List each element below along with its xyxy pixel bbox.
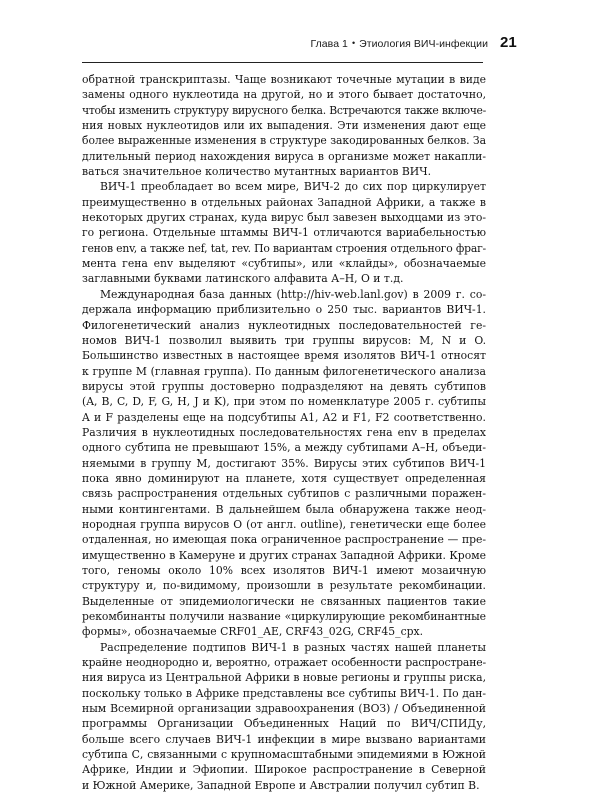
text-line: поскольку только в Африке представлены все субтипы ВИЧ-1. По дан- xyxy=(82,686,486,700)
text-line: Большинство известных в настоящее время изолятов ВИЧ-1 относят xyxy=(82,349,486,363)
text-line: Распределение подтипов ВИЧ-1 в разных частях нашей планеты xyxy=(100,640,486,654)
text-line: крайне неоднородно и, вероятно, отражает особенности распростране- xyxy=(82,656,486,670)
text-line: ными контингентами. В дальнейшем была обнаружена также неод- xyxy=(82,502,486,516)
text-line: заглавными буквами латинского алфавита А–Н, О и т.д. xyxy=(82,272,404,286)
chapter-label: Глава 1 xyxy=(310,38,348,50)
text-line: пока явно доминируют на планете, хотя существует определенная xyxy=(82,471,486,485)
header-bullet: • xyxy=(351,38,356,48)
text-line: мента гена env выделяют «субтипы», или «клайды», обозначаемые xyxy=(82,257,486,271)
text-line: замены одного нуклеотида на другой, но и этого бывает достаточно, xyxy=(82,88,486,102)
page-number: 21 xyxy=(500,34,517,51)
text-line: ным Всемирной организации здравоохранения (ВОЗ) / Объединенной xyxy=(82,702,486,716)
text-line: Выделенные от эпидемиологически не связанных пациентов такие xyxy=(82,594,486,608)
text-line: того, геномы около 10% всех изолятов ВИЧ-1 имеют мозаичную xyxy=(82,564,486,577)
text-line: няемыми в группу M, достигают 35%. Вирусы этих субтипов ВИЧ-1 xyxy=(82,456,486,470)
text-line: вирусы этой группы достоверно подразделяют на девять субтипов xyxy=(82,379,486,393)
text-line: ния вируса из Центральной Африки в новые регионы и группы риска, xyxy=(82,671,486,685)
text-line: имущественно в Камеруне и других странах Западной Африки. Кроме xyxy=(82,548,486,562)
text-line: держала информацию приблизительно о 250 тыс. вариантов ВИЧ-1. xyxy=(82,303,486,317)
text-line: рекомбинанты получили название «циркулирующие рекомбинантные xyxy=(82,610,486,624)
chapter-name: Этиология ВИЧ-инфекции xyxy=(359,38,488,50)
text-line: преимущественно в отдельных районах Западной Африки, а также в xyxy=(82,195,486,209)
text-line: более выраженные изменения в структуре закодированных белков. За xyxy=(82,134,486,148)
text-line: Филогенетический анализ нуклеотидных последовательностей ге- xyxy=(82,318,486,332)
text-line: некоторых других странах, куда вирус был завезен выходцами из это- xyxy=(82,211,486,225)
text-line: чтобы изменить структуру вирусного белка. Встречаются также включе- xyxy=(82,103,486,117)
text-line: отдаленная, но имеющая пока ограниченное распространение — пре- xyxy=(82,533,486,547)
text-line: генов env, а также nef, tat, rev. По вариантам строения отдельного фраг- xyxy=(82,241,486,255)
text-line: Африке, Индии и Эфиопии. Широкое распространение в Северной xyxy=(82,763,486,777)
text-line: формы», обозначаемые CRF01_AE, CRF43_02G, CRF45_cpx. xyxy=(82,625,424,639)
text-line: больше всего случаев ВИЧ-1 инфекции в мире вызвано вариантами xyxy=(82,732,486,746)
text-line: номов ВИЧ-1 позволил выявить три группы вирусов: M, N и O. xyxy=(82,333,486,347)
text-line: одного субтипа не превышают 15%, а между субтипами А–Н, объеди- xyxy=(82,441,486,455)
text-line: ния новых нуклеотидов или их выпадения. Эти изменения дают еще xyxy=(82,119,486,133)
text-line: субтипа С, связанными с крупномасштабными эпидемиями в Южной xyxy=(82,748,486,762)
text-line: нородная группа вирусов O (от англ. outline), генетически еще более xyxy=(82,517,486,531)
text-line: (A, B, C, D, F, G, H, J и K), при этом по номенклатуре 2005 г. субтипы xyxy=(82,395,486,409)
text-line: Международная база данных (http://hiv-web.lanl.gov) в 2009 г. со- xyxy=(100,287,486,301)
running-header xyxy=(0,33,600,57)
text-line: Различия в нуклеотидных последовательностях гена env в пределах xyxy=(82,425,486,439)
text-line: го региона. Отдельные штаммы ВИЧ-1 отличаются вариабельностью xyxy=(82,226,486,240)
text-line: программы Организации Объединенных Наций по ВИЧ/СПИДу, xyxy=(82,717,486,731)
text-line: структуру и, по-видимому, произошли в результате рекомбинации. xyxy=(82,579,486,593)
text-line: A и F разделены еще на подсубтипы A1, A2 и F1, F2 соответственно. xyxy=(82,410,486,424)
text-line: к группе M (главная группа). По данным филогенетического анализа xyxy=(82,364,486,378)
text-line: ваться значительное количество мутантных вариантов ВИЧ. xyxy=(82,165,432,179)
body-text xyxy=(82,72,486,793)
text-line: длительный период нахождения вируса в организме может накапли- xyxy=(82,149,486,163)
chapter-title xyxy=(310,38,488,50)
text-line: и Южной Америке, Западной Европе и Австралии получил субтип B. xyxy=(82,778,480,792)
text-line: ВИЧ-1 преобладает во всем мире, ВИЧ-2 до сих пор циркулирует xyxy=(100,180,486,194)
header-rule xyxy=(82,62,483,63)
text-line: связь распространения отдельных субтипов с различными поражен- xyxy=(82,487,486,501)
text-line: обратной транскриптазы. Чаще возникают точечные мутации в виде xyxy=(82,73,486,86)
